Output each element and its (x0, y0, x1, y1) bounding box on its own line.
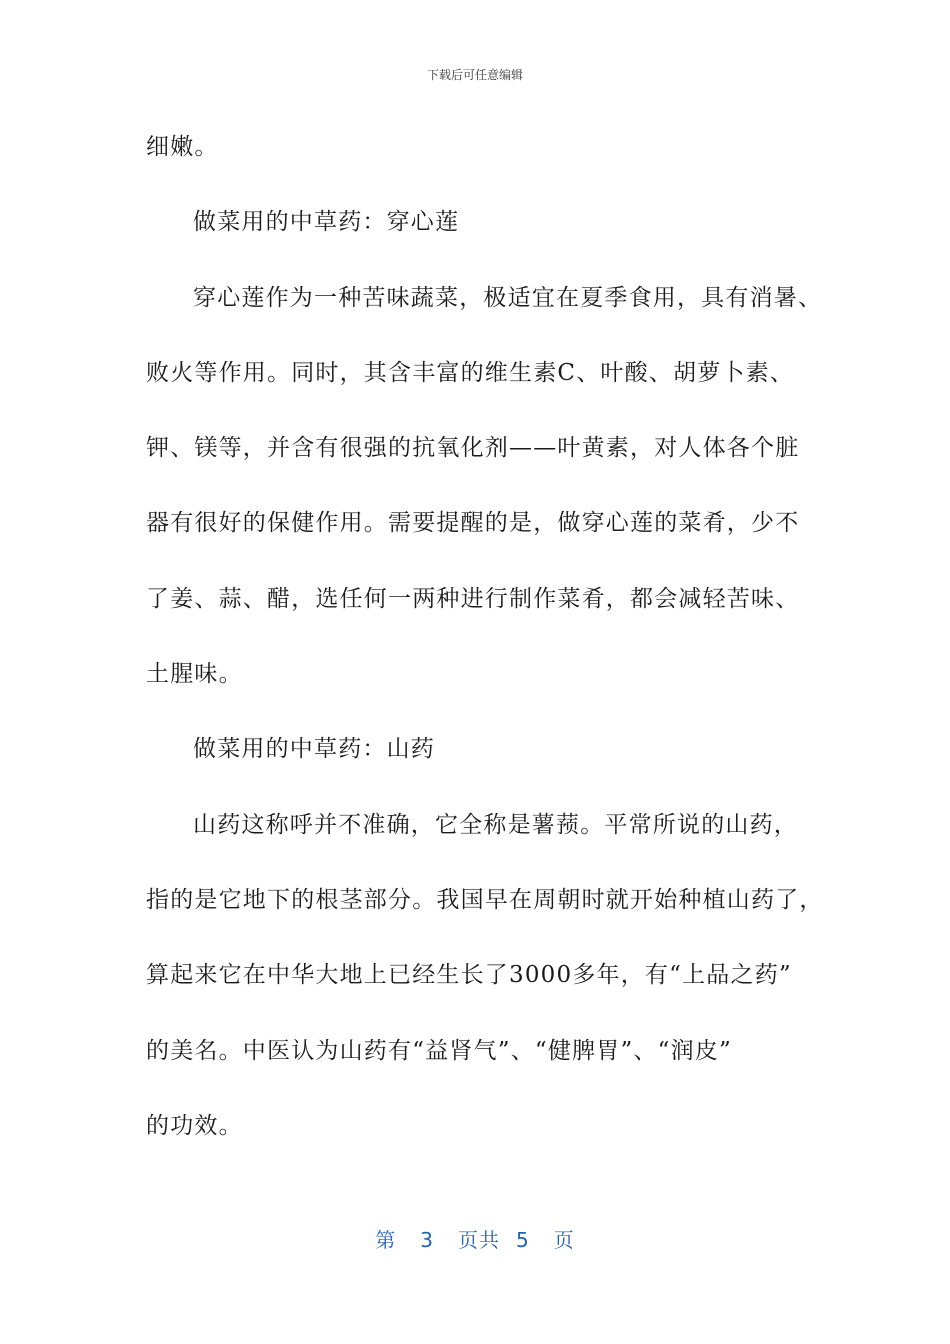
paragraph-line-1: 细嫩。 (146, 134, 219, 160)
paragraph-line-12: 算起来它在中华大地上已经生长了3000多年，有“上品之药” (146, 962, 792, 989)
header-note: 下载后可任意编辑 (426, 68, 523, 82)
paragraph-line-6: 器有很好的保健作用。需要提醒的是，做穿心莲的菜肴，少不 (146, 510, 800, 537)
footer-current-page: 3 (420, 1228, 434, 1252)
section-heading-chuanxinlian: 做菜用的中草药：穿心莲 (193, 209, 460, 236)
paragraph-line-4: 败火等作用。同时，其含丰富的维生素C、叶酸、胡萝卜素、 (146, 359, 794, 386)
document-body (146, 120, 824, 1174)
paragraph-line-13: 的美名。中医认为山药有“益肾气”、“健脾胃”、“润皮” (146, 1037, 732, 1064)
page-footer (0, 1224, 950, 1253)
paragraph-line-3: 穿心莲作为一种苦味蔬菜，极适宜在夏季食用，具有消暑、 (193, 284, 823, 311)
footer-middle: 页共 (458, 1228, 500, 1252)
paragraph-line-14: 的功效。 (146, 1112, 243, 1139)
paragraph-line-10: 山药这称呼并不准确，它全称是薯蓣。平常所说的山药， (193, 811, 798, 838)
footer-prefix: 第 (375, 1228, 397, 1252)
paragraph-line-8: 土腥味。 (146, 661, 243, 688)
footer-total-pages: 5 (516, 1228, 530, 1252)
paragraph-line-5: 钾、镁等，并含有很强的抗氧化剂——叶黄素，对人体各个脏 (146, 435, 800, 462)
paragraph-line-7: 了姜、蒜、醋，选任何一两种进行制作菜肴，都会减轻苦味、 (146, 585, 800, 612)
paragraph-line-11: 指的是它地下的根茎部分。我国早在周朝时就开始种植山药了， (146, 886, 824, 913)
footer-suffix: 页 (553, 1228, 575, 1252)
section-heading-shanyao: 做菜用的中草药：山药 (193, 736, 435, 763)
